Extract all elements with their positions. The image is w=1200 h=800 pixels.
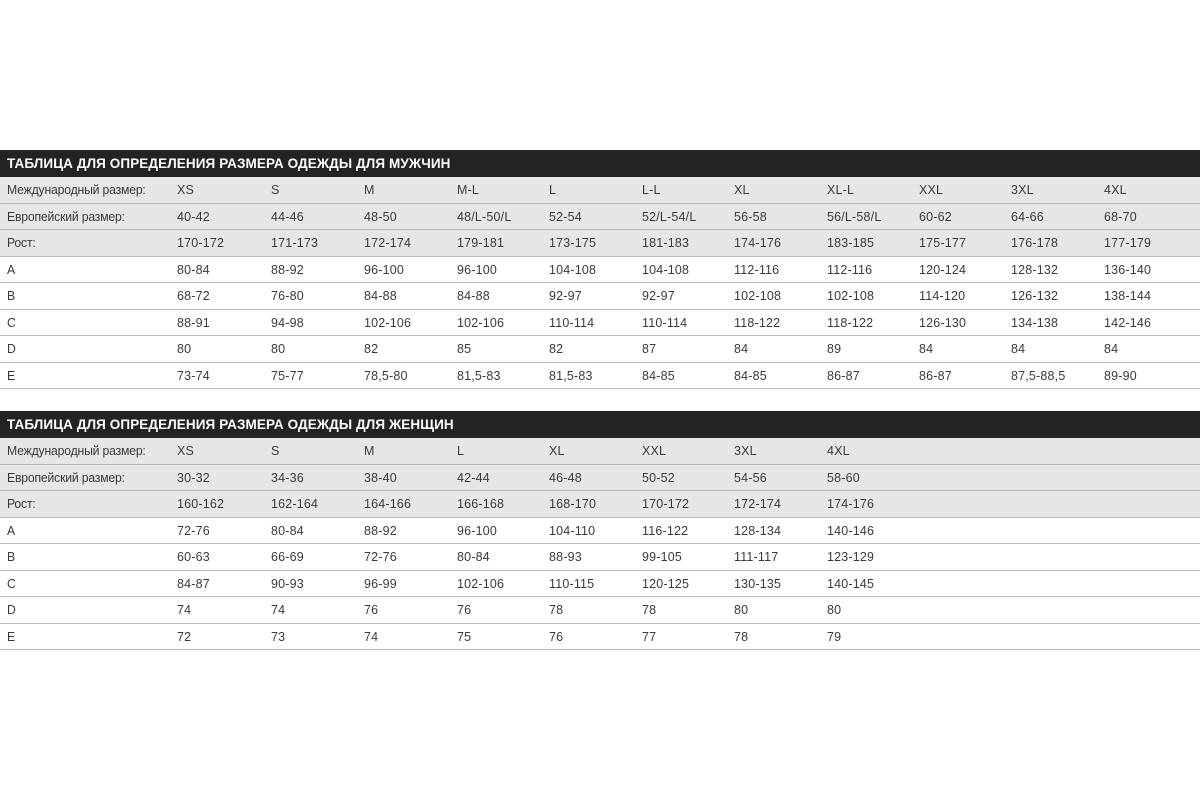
- table-cell: 89: [827, 341, 842, 356]
- table-cell: 68-70: [1104, 208, 1137, 224]
- table-cell: 89-90: [1104, 367, 1137, 383]
- table-cell: 170-172: [642, 496, 690, 511]
- table-cell: 74: [271, 602, 286, 617]
- men-size-table: [0, 150, 1200, 389]
- table-cell: 82: [364, 341, 379, 356]
- table-cell: 102-106: [457, 314, 505, 330]
- men-table-title: ТАБЛИЦА ДЛЯ ОПРЕДЕЛЕНИЯ РАЗМЕРА ОДЕЖДЫ ДЛЯ МУЖЧИН: [0, 150, 1200, 177]
- table-cell: 168-170: [549, 496, 597, 511]
- women-height-row: [0, 491, 1200, 518]
- table-cell: 74: [177, 602, 192, 617]
- table-cell: 42-44: [457, 469, 490, 485]
- women-c-row: [0, 571, 1200, 598]
- men-a-row: [0, 257, 1200, 284]
- table-cell: 87,5-88,5: [1011, 367, 1066, 383]
- table-cell: 104-108: [642, 261, 690, 277]
- table-cell: XL: [549, 443, 565, 458]
- row-label: E: [7, 367, 15, 383]
- women-eu-size-row: [0, 465, 1200, 492]
- table-cell: 120-125: [642, 575, 690, 591]
- table-cell: 84-88: [364, 288, 397, 303]
- table-cell: XS: [177, 443, 195, 458]
- row-label: C: [7, 575, 16, 591]
- men-b-row: [0, 283, 1200, 310]
- row-label: A: [7, 522, 15, 538]
- table-cell: 164-166: [364, 496, 412, 511]
- table-cell: 88-92: [364, 522, 397, 538]
- table-cell: 84-85: [734, 367, 767, 383]
- table-cell: 84-88: [457, 288, 490, 303]
- men-intl-size-row: [0, 177, 1200, 204]
- table-cell: 80-84: [271, 522, 304, 538]
- table-cell: 81,5-83: [457, 367, 501, 383]
- table-cell: 60-63: [177, 549, 210, 564]
- table-cell: 84: [919, 341, 934, 356]
- table-cell: 116-122: [642, 522, 689, 538]
- row-label: Европейский размер:: [7, 208, 125, 224]
- table-cell: 73-74: [177, 367, 210, 383]
- table-cell: 77: [642, 628, 657, 644]
- table-cell: 102-108: [734, 288, 782, 303]
- table-cell: 126-130: [919, 314, 967, 330]
- table-cell: 52/L-54/L: [642, 208, 697, 224]
- table-cell: 176-178: [1011, 235, 1059, 250]
- women-d-row: [0, 597, 1200, 624]
- table-cell: 38-40: [364, 469, 397, 485]
- table-cell: 66-69: [271, 549, 304, 564]
- women-table-title: ТАБЛИЦА ДЛЯ ОПРЕДЕЛЕНИЯ РАЗМЕРА ОДЕЖДЫ ДЛЯ ЖЕНЩИН: [0, 411, 1200, 438]
- table-cell: 112-116: [734, 261, 780, 277]
- table-cell: 175-177: [919, 235, 967, 250]
- table-cell: 50-52: [642, 469, 675, 485]
- table-cell: 111-117: [734, 549, 779, 564]
- table-cell: 54-56: [734, 469, 767, 485]
- women-table-body: [0, 438, 1200, 650]
- table-cell: 112-116: [827, 261, 873, 277]
- table-cell: 80: [827, 602, 842, 617]
- table-cell: 162-164: [271, 496, 319, 511]
- table-cell: XL-L: [827, 182, 855, 197]
- table-cell: 84: [1104, 341, 1119, 356]
- table-cell: 88-91: [177, 314, 210, 330]
- row-label: Европейский размер:: [7, 469, 125, 485]
- table-cell: 82: [549, 341, 564, 356]
- women-e-row: [0, 624, 1200, 651]
- table-cell: 118-122: [734, 314, 781, 330]
- table-cell: 173-175: [549, 235, 597, 250]
- table-cell: 92-97: [549, 288, 582, 303]
- table-cell: 78: [549, 602, 564, 617]
- table-cell: S: [271, 443, 280, 458]
- table-cell: 92-97: [642, 288, 675, 303]
- row-label: D: [7, 602, 16, 617]
- women-intl-size-row: [0, 438, 1200, 465]
- men-e-row: [0, 363, 1200, 390]
- row-label: Международный размер:: [7, 182, 146, 197]
- row-label: A: [7, 261, 15, 277]
- table-cell: 72: [177, 628, 192, 644]
- table-cell: 64-66: [1011, 208, 1044, 224]
- row-label: D: [7, 341, 16, 356]
- table-cell: 80: [271, 341, 286, 356]
- men-d-row: [0, 336, 1200, 363]
- table-cell: 76: [364, 602, 379, 617]
- table-cell: 79: [827, 628, 842, 644]
- men-eu-size-row: [0, 204, 1200, 231]
- table-cell: M: [364, 182, 375, 197]
- table-cell: S: [271, 182, 280, 197]
- row-label: B: [7, 288, 15, 303]
- table-cell: 56/L-58/L: [827, 208, 882, 224]
- table-cell: 140-145: [827, 575, 875, 591]
- table-cell: 74: [364, 628, 379, 644]
- table-cell: 88-92: [271, 261, 304, 277]
- table-cell: 3XL: [1011, 182, 1034, 197]
- table-cell: 118-122: [827, 314, 874, 330]
- row-label: C: [7, 314, 16, 330]
- table-cell: 90-93: [271, 575, 304, 591]
- table-cell: 136-140: [1104, 261, 1152, 277]
- table-cell: 170-172: [177, 235, 225, 250]
- table-cell: 76: [457, 602, 472, 617]
- table-cell: 142-146: [1104, 314, 1152, 330]
- table-cell: 102-108: [827, 288, 875, 303]
- table-cell: 80: [177, 341, 192, 356]
- table-cell: XXL: [919, 182, 944, 197]
- table-cell: 60-62: [919, 208, 952, 224]
- table-cell: 78,5-80: [364, 367, 408, 383]
- table-cell: 130-135: [734, 575, 782, 591]
- table-cell: 48-50: [364, 208, 397, 224]
- table-cell: 84-87: [177, 575, 210, 591]
- table-cell: 86-87: [827, 367, 860, 383]
- table-cell: 179-181: [457, 235, 505, 250]
- table-cell: 110-115: [549, 575, 595, 591]
- table-cell: 171-173: [271, 235, 319, 250]
- table-cell: 84: [1011, 341, 1026, 356]
- table-cell: 104-108: [549, 261, 597, 277]
- table-cell: 68-72: [177, 288, 210, 303]
- table-cell: 177-179: [1104, 235, 1152, 250]
- table-cell: 104-110: [549, 522, 596, 538]
- table-cell: 73: [271, 628, 286, 644]
- table-cell: 72-76: [177, 522, 210, 538]
- table-cell: 138-144: [1104, 288, 1152, 303]
- men-height-row: [0, 230, 1200, 257]
- table-cell: 80: [734, 602, 749, 617]
- table-cell: 102-106: [364, 314, 412, 330]
- table-cell: 4XL: [827, 443, 850, 458]
- table-cell: 34-36: [271, 469, 304, 485]
- table-cell: 110-114: [549, 314, 595, 330]
- table-cell: 78: [734, 628, 749, 644]
- table-cell: 85: [457, 341, 472, 356]
- table-cell: 128-134: [734, 522, 782, 538]
- table-cell: 123-129: [827, 549, 875, 564]
- table-cell: 75: [457, 628, 472, 644]
- table-cell: 56-58: [734, 208, 767, 224]
- women-b-row: [0, 544, 1200, 571]
- table-cell: L: [549, 182, 557, 197]
- table-cell: 81,5-83: [549, 367, 593, 383]
- table-cell: 3XL: [734, 443, 757, 458]
- row-label: E: [7, 628, 15, 644]
- table-cell: XXL: [642, 443, 667, 458]
- table-cell: 80-84: [177, 261, 210, 277]
- table-cell: 4XL: [1104, 182, 1127, 197]
- table-cell: 114-120: [919, 288, 966, 303]
- table-cell: 40-42: [177, 208, 210, 224]
- table-cell: L-L: [642, 182, 661, 197]
- table-cell: 128-132: [1011, 261, 1059, 277]
- table-cell: 76: [549, 628, 564, 644]
- row-label: Международный размер:: [7, 443, 146, 458]
- table-cell: 134-138: [1011, 314, 1059, 330]
- table-cell: 52-54: [549, 208, 582, 224]
- table-cell: 96-100: [457, 522, 498, 538]
- women-size-table: [0, 411, 1200, 650]
- table-cell: M-L: [457, 182, 480, 197]
- table-cell: 120-124: [919, 261, 967, 277]
- table-cell: 46-48: [549, 469, 582, 485]
- table-cell: 174-176: [734, 235, 782, 250]
- table-cell: 72-76: [364, 549, 397, 564]
- table-cell: 94-98: [271, 314, 304, 330]
- table-cell: 102-106: [457, 575, 505, 591]
- row-label: Рост:: [7, 235, 36, 250]
- table-cell: 78: [642, 602, 657, 617]
- women-a-row: [0, 518, 1200, 545]
- table-cell: 183-185: [827, 235, 875, 250]
- table-cell: 166-168: [457, 496, 505, 511]
- table-cell: 172-174: [734, 496, 782, 511]
- table-cell: 87: [642, 341, 657, 356]
- table-cell: 75-77: [271, 367, 304, 383]
- men-table-body: [0, 177, 1200, 389]
- table-cell: XS: [177, 182, 195, 197]
- table-cell: 174-176: [827, 496, 875, 511]
- row-label: B: [7, 549, 15, 564]
- table-cell: 76-80: [271, 288, 304, 303]
- table-cell: 58-60: [827, 469, 860, 485]
- table-cell: M: [364, 443, 375, 458]
- table-cell: 88-93: [549, 549, 582, 564]
- men-c-row: [0, 310, 1200, 337]
- table-cell: 96-100: [457, 261, 498, 277]
- table-cell: 126-132: [1011, 288, 1059, 303]
- table-cell: 84-85: [642, 367, 675, 383]
- table-cell: 86-87: [919, 367, 952, 383]
- table-cell: 96-99: [364, 575, 397, 591]
- table-cell: XL: [734, 182, 750, 197]
- table-cell: 181-183: [642, 235, 690, 250]
- row-label: Рост:: [7, 496, 36, 511]
- table-cell: 172-174: [364, 235, 412, 250]
- table-cell: 140-146: [827, 522, 875, 538]
- table-cell: 48/L-50/L: [457, 208, 512, 224]
- table-cell: L: [457, 443, 465, 458]
- table-cell: 110-114: [642, 314, 688, 330]
- table-cell: 30-32: [177, 469, 210, 485]
- table-cell: 80-84: [457, 549, 490, 564]
- table-cell: 160-162: [177, 496, 225, 511]
- table-cell: 44-46: [271, 208, 304, 224]
- table-cell: 96-100: [364, 261, 405, 277]
- table-cell: 84: [734, 341, 749, 356]
- table-cell: 99-105: [642, 549, 683, 564]
